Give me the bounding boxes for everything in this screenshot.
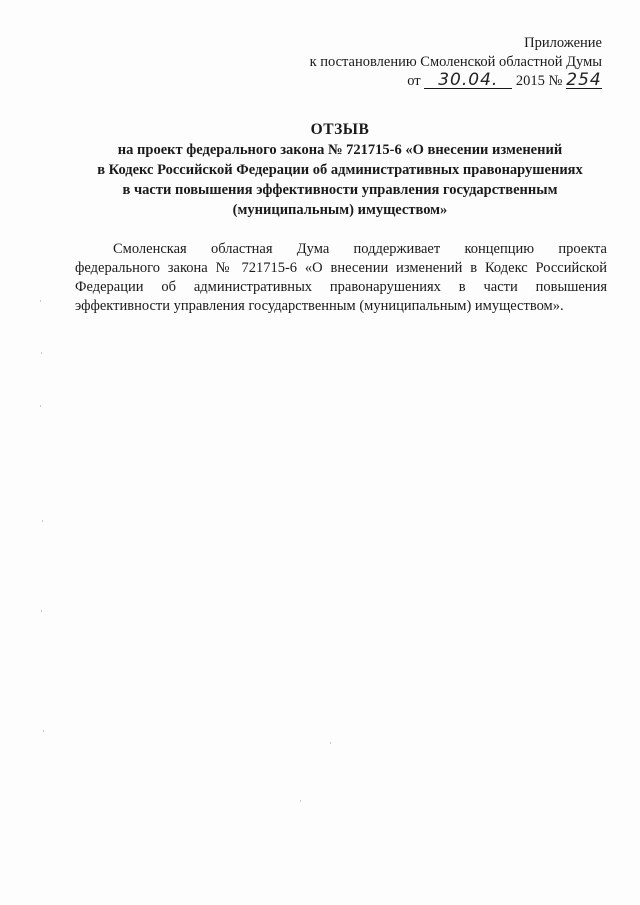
scan-speck xyxy=(41,352,42,354)
scan-speck xyxy=(300,800,301,802)
review-body xyxy=(75,240,607,316)
appendix-label: Приложение xyxy=(524,35,602,51)
body-line: Федерации об административных правонарушениях в части повышения xyxy=(75,279,607,295)
resolution-reference: к постановлению Смоленской областной Думы xyxy=(309,54,602,70)
scan-speck xyxy=(42,520,43,522)
body-line: федерального закона № 721715-6 «О внесении изменений в Кодекс Российской xyxy=(75,260,607,276)
scan-speck xyxy=(330,742,331,744)
title-line: в Кодекс Российской Федерации об административных правонарушениях xyxy=(97,162,583,178)
body-line: эффективности управления государственным (муниципальным) имуществом». xyxy=(75,298,564,314)
handwritten-number: 254 xyxy=(566,70,602,90)
scan-speck xyxy=(40,300,41,302)
appendix-header xyxy=(242,34,602,91)
title-heading: ОТЗЫВ xyxy=(310,121,370,138)
title-line: на проект федерального закона № 721715-6 «О внесении изменений xyxy=(117,142,563,158)
document-title xyxy=(70,120,610,220)
handwritten-date: 30.04. xyxy=(424,73,512,89)
resolution-date-line xyxy=(242,72,602,91)
title-line: в части повышения эффективности управления государственным xyxy=(122,182,558,198)
year-number-label: 2015 № xyxy=(515,73,563,89)
title-line: (муниципальным) имуществом» xyxy=(232,202,448,218)
scan-speck xyxy=(41,610,42,612)
scan-speck xyxy=(43,730,44,732)
body-line: Смоленская областная Дума поддерживает концепцию проекта xyxy=(113,241,607,257)
date-prefix: от xyxy=(407,73,421,89)
scan-speck xyxy=(40,405,41,407)
